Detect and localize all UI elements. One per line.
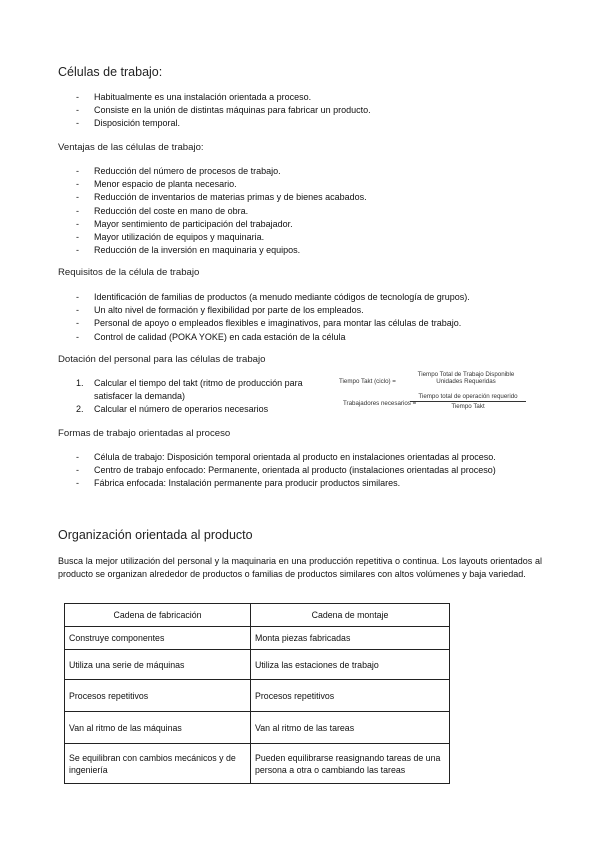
formas-heading: Formas de trabajo orientadas al proceso <box>58 428 231 439</box>
requisitos-list <box>58 291 528 344</box>
dash-bullet: - <box>76 92 79 102</box>
list-item: - Control de calidad (POKA YOKE) en cada estación de la célula <box>58 331 528 344</box>
list-item: - Consiste en la unión de distintas máquinas para fabricar un producto. <box>58 104 528 117</box>
table-cell: Utiliza una serie de máquinas <box>65 650 251 680</box>
dash-bullet: - <box>76 118 79 129</box>
organizacion-paragraph: Busca la mejor utilización del personal y la maquinaria en una producción repetitiva o continua. Los layouts orientados al producto se organizan alrededor de productos o familias de productos similares con altos volúmenes y baja variedad. <box>58 556 542 579</box>
dotacion-heading: Dotación del personal para las células de trabajo <box>58 354 266 365</box>
requisitos-heading: Requisitos de la célula de trabajo <box>58 267 200 278</box>
table-cell: Van al ritmo de las máquinas <box>65 712 251 744</box>
list-item: - Mayor utilización de equipos y maquinaria. <box>58 231 528 244</box>
dash-bullet: - <box>76 166 79 176</box>
dash-bullet: - <box>76 292 79 302</box>
list-item: - Un alto nivel de formación y flexibilidad por parte de los empleados. <box>58 304 528 317</box>
takt-numerator: Tiempo Total de Trabajo Disponible <box>417 371 515 378</box>
dash-bullet: - <box>76 105 79 116</box>
list-item: - Menor espacio de planta necesario. <box>58 178 528 191</box>
list-item: - Fábrica enfocada: Instalación permanente para producir productos similares. <box>58 477 528 490</box>
ventajas-list <box>58 165 528 257</box>
column-header: Cadena de montaje <box>251 604 450 627</box>
dash-bullet: - <box>76 179 79 190</box>
celulas-heading: Células de trabajo: <box>58 65 163 79</box>
celulas-list <box>58 91 528 131</box>
list-item: - Habitualmente es una instalación orientada a proceso. <box>58 91 528 104</box>
dash-bullet: - <box>76 452 79 462</box>
comparison-table <box>64 603 450 784</box>
table-cell: Utiliza las estaciones de trabajo <box>251 650 450 680</box>
list-item: 2. Calcular el número de operarios necesarios <box>76 404 269 414</box>
list-item: - Reducción del número de procesos de trabajo. <box>58 165 528 178</box>
formas-list <box>58 451 528 491</box>
table-row <box>65 627 450 650</box>
list-item: - Reducción de inventarios de materias primas y de bienes acabados. <box>58 191 528 204</box>
table-row <box>65 712 450 744</box>
step-number: 2. <box>76 404 84 414</box>
list-item: - Disposición temporal. <box>58 117 528 130</box>
dash-bullet: - <box>76 192 79 203</box>
table-cell: Monta piezas fabricadas <box>251 627 450 650</box>
dash-bullet: - <box>76 305 79 316</box>
list-item: - Centro de trabajo enfocado: Permanente, orientada al producto (instalaciones orientadas al proceso) <box>58 464 528 477</box>
dash-bullet: - <box>76 465 79 476</box>
list-item: - Reducción del coste en mano de obra. <box>58 205 528 218</box>
table-row <box>65 680 450 712</box>
workers-formula-lhs: Trabajadores necesarios = <box>343 400 417 407</box>
table-cell: Van al ritmo de las tareas <box>251 712 450 744</box>
table-cell: Pueden equilibrarse reasignando tareas de una persona a otra o cambiando las tareas <box>251 744 450 784</box>
workers-denominator: Tiempo Takt <box>451 403 485 410</box>
table-cell: Procesos repetitivos <box>65 680 251 712</box>
takt-formula-lhs: Tiempo Takt (ciclo) = <box>339 378 396 385</box>
table-cell: Se equilibran con cambios mecánicos y de ingeniería <box>65 744 251 784</box>
workers-numerator: Tiempo total de operación requerido <box>418 393 518 400</box>
dash-bullet: - <box>76 318 79 329</box>
takt-denominator: Unidades Requeridas <box>436 378 496 385</box>
table-row <box>65 650 450 680</box>
list-item: - Personal de apoyo o empleados flexibles e imaginativos, para montar las células de trabajo. <box>58 317 528 330</box>
workers-formula-fraction <box>410 393 526 410</box>
list-item: - Mayor sentimiento de participación del trabajador. <box>58 218 528 231</box>
ventajas-heading: Ventajas de las células de trabajo: <box>58 142 204 153</box>
dash-bullet: - <box>76 331 79 342</box>
takt-formula-fraction <box>408 371 524 385</box>
list-item: - Reducción de la inversión en maquinaria y equipos. <box>58 244 528 257</box>
dash-bullet: - <box>76 232 79 243</box>
dash-bullet: - <box>76 478 79 489</box>
table-row <box>65 744 450 784</box>
dash-bullet: - <box>76 205 79 216</box>
list-item: 1. Calcular el tiempo del takt (ritmo de producción para satisfacer la demanda) <box>76 378 303 401</box>
list-item: - Identificación de familias de productos (a menudo mediante códigos de tecnología de grupos). <box>58 291 528 304</box>
dash-bullet: - <box>76 218 79 229</box>
table-header-row <box>65 604 450 627</box>
table-cell: Construye componentes <box>65 627 251 650</box>
step-number: 1. <box>76 378 84 388</box>
dotacion-steps <box>58 377 318 416</box>
list-item: - Célula de trabajo: Disposición temporal orientada al producto en instalaciones orientadas al proceso. <box>58 451 528 464</box>
dash-bullet: - <box>76 245 79 256</box>
table-cell: Procesos repetitivos <box>251 680 450 712</box>
organizacion-heading: Organización orientada al producto <box>58 528 253 542</box>
fraction-bar <box>410 401 526 402</box>
column-header: Cadena de fabricación <box>65 604 251 627</box>
